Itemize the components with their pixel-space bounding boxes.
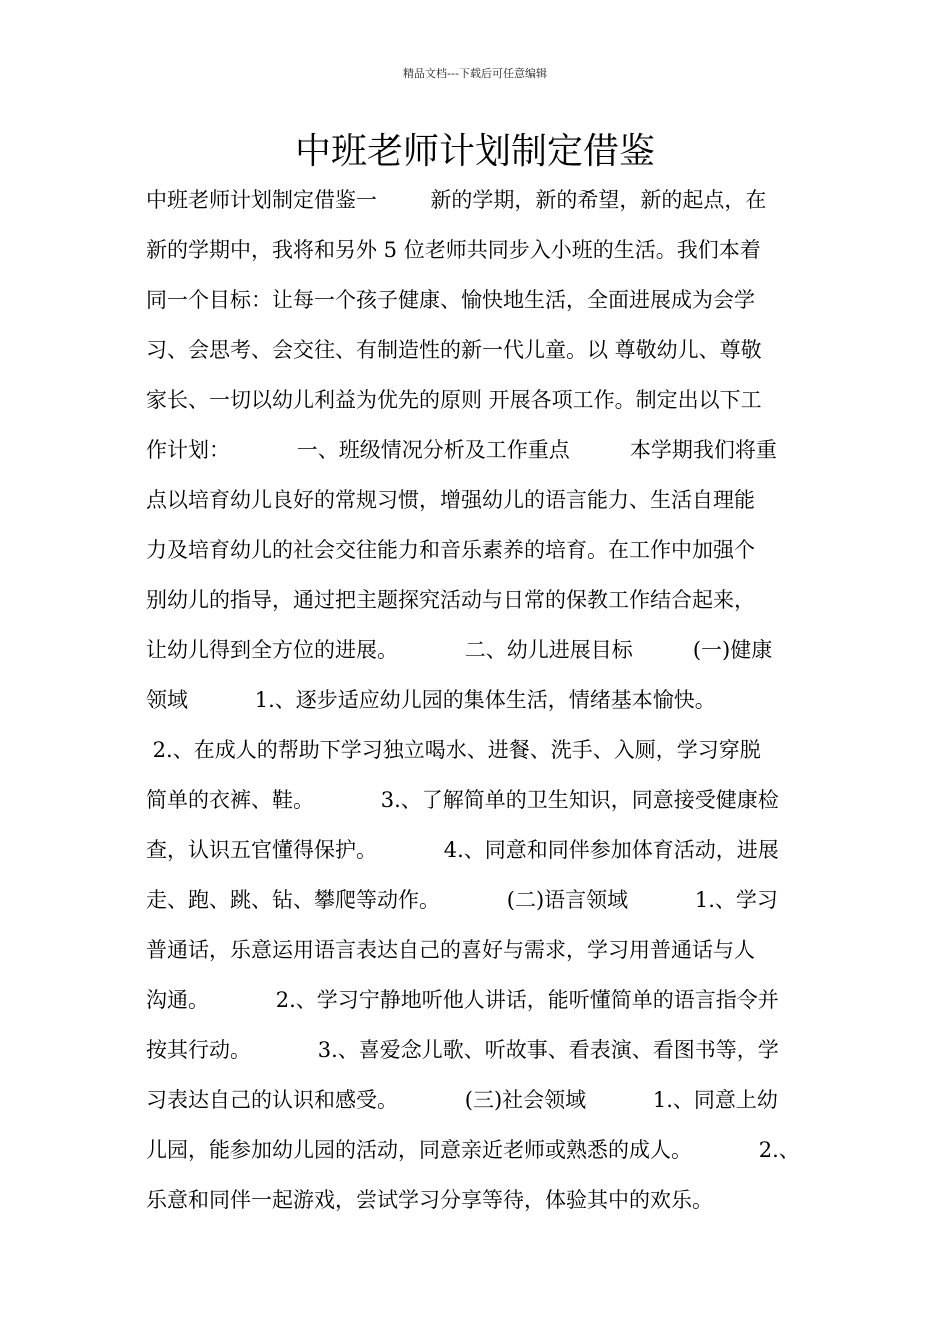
body-line: 查，认识五官懂得保护。 4.、同意和同伴参加体育活动，进展 — [146, 838, 779, 862]
body-line: 乐意和同伴一起游戏，尝试学习分享等待，体验其中的欢乐。 — [146, 1188, 713, 1212]
body-line: 按其行动。 3.、喜爱念儿歌、听故事、看表演、看图书等，学 — [146, 1038, 779, 1062]
body-line: 习表达自己的认识和感受。 (三)社会领域 1.、同意上幼 — [146, 1088, 778, 1112]
body-line: 让幼儿得到全方位的进展。 二、幼儿进展目标 (一)健康 — [146, 638, 773, 662]
body-line: 普通话，乐意运用语言表达自己的喜好与需求，学习用普通话与人 — [146, 938, 755, 962]
body-line: 走、跑、跳、钻、攀爬等动作。 (二)语言领域 1.、学习 — [146, 888, 778, 912]
body-line: 同一个目标：让每一个孩子健康、愉快地生活，全面进展成为会学 — [146, 288, 755, 312]
body-line: 家长、一切以幼儿利益为优先的原则 开展各项工作。制定出以下工 — [146, 388, 762, 412]
body-line: 儿园，能参加幼儿园的活动，同意亲近老师或熟悉的成人。 2.、 — [146, 1138, 800, 1162]
body-line: 点以培育幼儿良好的常规习惯，增强幼儿的语言能力、生活自理能 — [146, 488, 755, 512]
body-line: 习、会思考、会交往、有制造性的新一代儿童。以 尊敬幼儿、尊敬 — [146, 338, 762, 362]
body-line: 2.、在成人的帮助下学习独立喝水、进餐、洗手、入厕，学习穿脱 — [146, 738, 761, 762]
body-line: 力及培育幼儿的社会交往能力和音乐素养的培育。在工作中加强个 — [146, 538, 755, 562]
document-title: 中班老师计划制定借鉴 — [294, 131, 655, 172]
body-line: 领域 1.、逐步适应幼儿园的集体生活，情绪基本愉快。 — [146, 688, 716, 712]
page-header: 精品文档---下载后可任意编辑 — [403, 67, 547, 80]
body-line: 别幼儿的指导，通过把主题探究活动与日常的保教工作结合起来， — [146, 588, 755, 612]
body-line: 中班老师计划制定借鉴一 新的学期，新的希望，新的起点，在 — [146, 188, 767, 212]
body-line: 作计划： 一、班级情况分析及工作重点 本学期我们将重 — [146, 438, 777, 462]
document-body — [146, 183, 816, 1233]
body-line: 简单的衣裤、鞋。 3.、了解简单的卫生知识，同意接受健康检 — [146, 788, 779, 812]
body-line: 新的学期中，我将和另外 5 位老师共同步入小班的生活。我们本着 — [146, 238, 761, 262]
body-line: 沟通。 2.、学习宁静地听他人讲话，能听懂简单的语言指令并 — [146, 988, 779, 1012]
